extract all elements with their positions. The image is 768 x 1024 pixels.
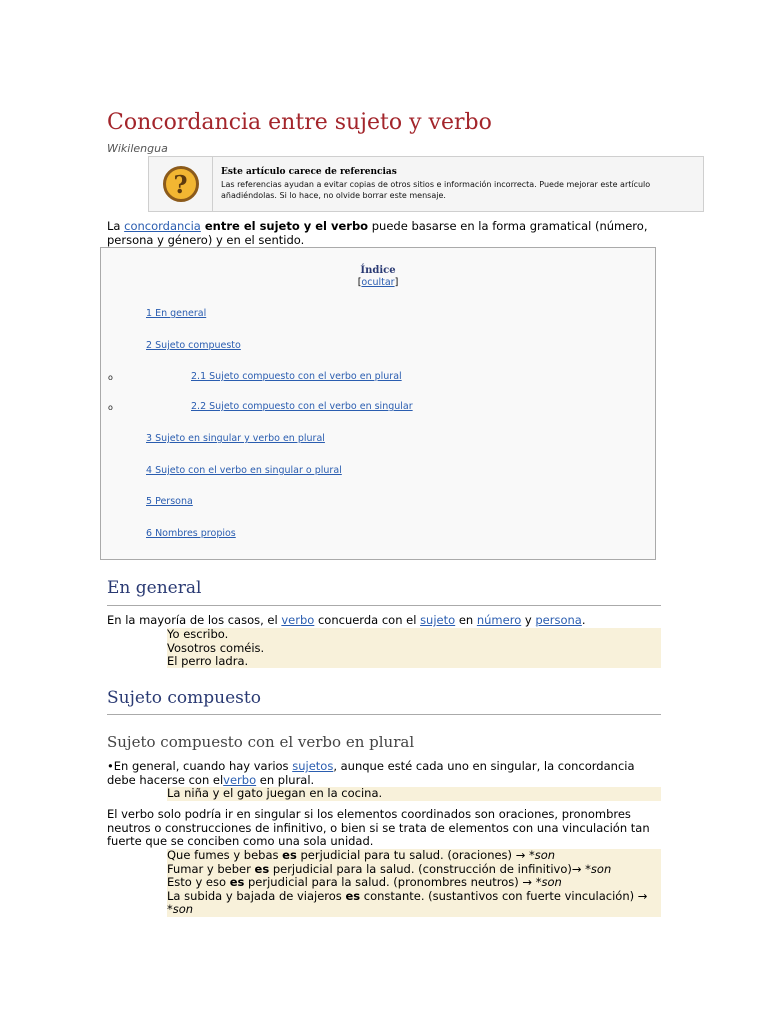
text: Esto y eso [167, 875, 230, 889]
text: en [455, 613, 477, 627]
italic-verb: son [590, 861, 612, 876]
example-line [167, 863, 661, 877]
text: •En general, cuando hay varios [107, 759, 293, 773]
table-of-contents [100, 247, 656, 560]
compuesto-paragraph-1 [107, 760, 663, 787]
notice-body: Las referencias ayudan a evitar copias de otros sitios e información incorrecta. Puede mejorar este artículo añadiéndolas. Si lo hace, no olvide borrar este mensaje. [221, 180, 651, 200]
concordancia-link[interactable]: concordancia [124, 219, 201, 233]
italic-verb: son [541, 875, 562, 889]
section-divider [107, 714, 661, 715]
site-name: Wikilengua [107, 142, 168, 155]
toc-item-6[interactable]: 6 Nombres propios [146, 528, 236, 539]
toc-item-2-2[interactable]: 2.2 Sujeto compuesto con el verbo en singular [191, 401, 413, 412]
verbo-link[interactable]: verbo [281, 613, 315, 627]
page-title: Concordancia entre sujeto y verbo [107, 110, 492, 135]
toc-item-1[interactable]: 1 En general [146, 308, 207, 319]
text: concuerda con el [314, 613, 421, 627]
text: y [521, 613, 536, 627]
intro-bold: entre el sujeto y el verbo [200, 219, 369, 233]
toc-toggle-open: [ [357, 277, 362, 288]
toc-item-2[interactable]: 2 Sujeto compuesto [146, 340, 241, 351]
text: En la mayoría de los casos, el [107, 613, 282, 627]
toc-item-2-1[interactable]: 2.1 Sujeto compuesto con el verbo en plural [191, 371, 402, 382]
toc-toggle-close: ] [394, 277, 399, 288]
intro-rest: puede basarse en la forma gramatical (número, persona y género) y en el sentido. [107, 219, 648, 247]
bold-verb: es [282, 848, 297, 862]
example-line [167, 876, 661, 890]
verbo-link[interactable]: verbo [223, 772, 257, 787]
text: , aunque esté cada uno en singular, la concordancia debe hacerse con el [107, 759, 635, 787]
text: Fumar y beber [167, 861, 255, 876]
general-paragraph [107, 614, 663, 628]
sujetos-link[interactable]: sujetos [292, 759, 334, 773]
text: Que fumes y bebas [167, 848, 283, 862]
toc-title: Índice [360, 265, 396, 276]
bold-verb: es [254, 861, 270, 876]
text: perjudicial para la salud. (construcción de infinitivo)→ * [269, 861, 591, 876]
section-heading-general: En general [107, 578, 202, 598]
section-heading-compuesto: Sujeto compuesto [107, 688, 261, 708]
example-line: Yo escribo. [167, 627, 229, 641]
sujeto-link[interactable]: sujeto [420, 613, 456, 627]
references-notice [148, 156, 704, 212]
example-box [167, 628, 661, 668]
notice-icon-box [149, 157, 213, 211]
numero-link[interactable]: número [476, 613, 522, 627]
toc-bullet: o [108, 403, 113, 412]
question-mark-icon: ? [163, 166, 199, 202]
toc-item-3[interactable]: 3 Sujeto en singular y verbo en plural [146, 433, 325, 444]
toc-bullet: o [108, 373, 113, 382]
italic-verb: son [172, 902, 194, 916]
example-box [167, 787, 661, 801]
intro-prefix: La [107, 219, 125, 233]
example-line: La niña y el gato juegan en la cocina. [167, 786, 383, 800]
text: perjudicial para tu salud. (oraciones) → * [296, 848, 535, 862]
text: La subida y bajada de viajeros [167, 888, 346, 903]
text: constante. (sustantivos con fuerte vinculación) → * [167, 888, 648, 916]
example-line [167, 849, 661, 863]
subsection-heading-plural: Sujeto compuesto con el verbo en plural [107, 733, 415, 751]
compuesto-paragraph-2: El verbo solo podría ir en singular si los elementos coordinados son oraciones, pronombres neutros o construcciones de infinitivo, o bien si se trata de elementos con una vinculación tan fuerte que se conciben como una sola unidad. [107, 807, 650, 848]
example-line: Vosotros coméis. [167, 640, 265, 655]
example-line: El perro ladra. [167, 654, 249, 668]
intro-paragraph [107, 219, 667, 247]
section-divider [107, 605, 661, 606]
toc-hide-link[interactable]: ocultar [361, 277, 395, 288]
italic-verb: son [534, 848, 556, 862]
text: . [581, 613, 586, 627]
example-line [167, 890, 661, 917]
toc-item-4[interactable]: 4 Sujeto con el verbo en singular o plural [146, 465, 342, 476]
bold-verb: es [229, 875, 245, 889]
example-box [167, 849, 661, 917]
notice-title: Este artículo carece de referencias [221, 167, 397, 177]
text: perjudicial para la salud. (pronombres neutros) → * [244, 875, 542, 889]
toc-toggle [101, 277, 655, 288]
text: en plural. [256, 772, 315, 787]
toc-item-5[interactable]: 5 Persona [146, 496, 193, 507]
persona-link[interactable]: persona [535, 613, 582, 627]
bold-verb: es [345, 888, 361, 903]
